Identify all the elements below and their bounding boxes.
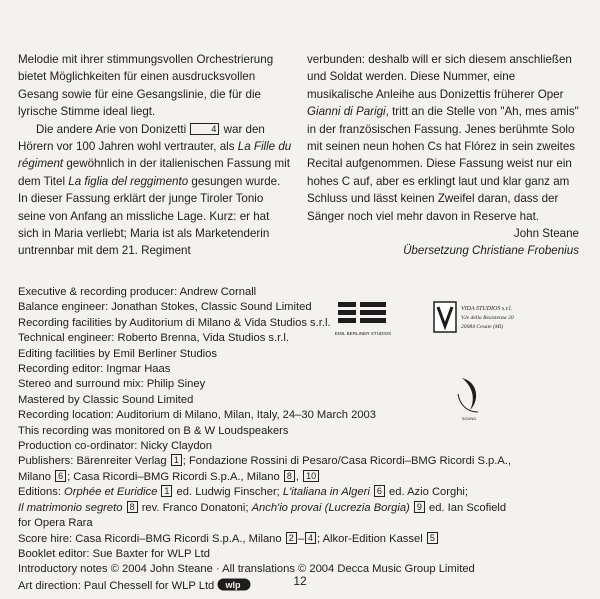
opera-title: Anch'io provai (Lucrezia Borgia) (251, 501, 410, 514)
text: Editions: (18, 486, 65, 499)
vida-line-1: VIDA STUDIOS s.r.l. (461, 306, 513, 312)
paragraph (307, 51, 579, 225)
opera-title: Il matrimonio segreto (18, 501, 123, 514)
track-number-box: 8 (284, 470, 295, 482)
text (157, 486, 160, 498)
track-number-box: 1 (161, 485, 172, 497)
translator-text: Übersetzung Christiane Frobenius (403, 244, 579, 258)
score-hire-line (18, 532, 588, 547)
wlp-logo-text: wlp (225, 579, 241, 590)
credit-line: Editing facilities by Emil Berliner Studios (18, 347, 217, 360)
emil-logo-text: EMIL BERLINER STUDIOS (334, 331, 392, 336)
opera-title: Orphée et Euridice (64, 486, 158, 499)
text: verbunden: deshalb will er sich diesem anschließen und Soldat werden. Diese Nummer, eine musikalische Anleihe aus Donizettis früherer Oper (307, 53, 572, 101)
text: Die andere Arie von Donizetti (36, 122, 190, 136)
text: gesungen wurde. In dieser Fassung erklärt der junge Tiroler Tonio seine von Anfang an missliche Lage. Kurz: er hat sich in Maria verliebt; Maria ist als Marketenderin untrennbar mit dem 21. Regiment (18, 174, 281, 258)
credit-line: Introductory notes © 2004 John Steane · All translations © 2004 Decca Music Group Limited (18, 563, 475, 576)
credit-line: Stereo and surround mix: Philip Siney (18, 378, 206, 391)
page-number: 12 (293, 574, 307, 588)
credit-line: Mastered by Classic Sound Limited (18, 393, 194, 406)
credit-line: Booklet editor: Sue Baxter for WLP Ltd (18, 547, 210, 560)
text: ed. Azio Corghi; (385, 486, 469, 499)
text: Milano (18, 470, 55, 483)
track-number-box: 9 (414, 501, 425, 513)
vida-studios-logo (433, 298, 563, 348)
track-number-box: 4 (190, 123, 219, 135)
credit-line: Recording editor: Ingmar Haas (18, 363, 171, 376)
editions-line (18, 501, 588, 516)
paragraph (18, 121, 292, 260)
credit-line: This recording was monitored on B & W Loudspeakers (18, 424, 289, 437)
credit-line: Recording facilities by Auditorium di Milano & Vida Studios s.r.l. (18, 316, 331, 329)
credit-line: Production co-ordinator: Nicky Claydon (18, 440, 213, 453)
track-number-box: 8 (127, 501, 138, 513)
credit-line: Balance engineer: Jonathan Stokes, Classic Sound Limited (18, 301, 312, 314)
editions-line: for Opera Rara (18, 517, 93, 530)
track-number-box: 6 (374, 485, 385, 497)
translator-credit (307, 242, 579, 259)
track-number-box: 5 (427, 532, 438, 544)
track-number-box: 10 (303, 470, 319, 482)
text: – (297, 532, 304, 545)
track-number-box: 4 (305, 532, 316, 544)
text: Art direction: Paul Chessell for WLP Ltd (18, 579, 215, 592)
text: , tritt an die Stelle von "Ah, mes amis" in der französischen Fassung. Jenes berühmte Solo mit seinen neun hohen Cs hat Flórez in sein zweites Recital aufgenommen. Diese Fassung weist nur ein hohes C auf, aber es erklingt laut und klar ganz am Schluss und lässt keinen Zweifel daran, dass der Sänger noch viel mehr davon in Reserve hat. (307, 105, 579, 223)
text: ; Fondazione Rossini di Pesaro/Casa Ricordi–BMG Ricordi S.p.A., (182, 455, 512, 468)
credit-line: Recording location: Auditorium di Milano, Milan, Italy, 24–30 March 2003 (18, 409, 376, 422)
text: rev. Franco Donatoni; (138, 501, 252, 514)
opera-title: La Fille du régiment (18, 140, 292, 171)
vida-line-2: V.le della Resistenza 20 (461, 315, 514, 321)
paragraph-text: Melodie mit ihrer stimmungsvollen Orchestrierung bietet Möglichkeiten für einen ausdrucksvollen Gesang sowie für eine Gesangslinie, die für die lyrische Stimme ideal liegt. (18, 53, 274, 119)
opera-title: L'italiana in Algeri (282, 486, 370, 499)
opera-title: Gianni di Parigi (307, 105, 386, 119)
text: ; Casa Ricordi–BMG Ricordi S.p.A., Milano (67, 470, 283, 483)
publishers-line (18, 454, 588, 469)
track-number-box: 6 (55, 470, 66, 482)
text: Publishers: Bärenreiter Verlag (18, 455, 170, 468)
opera-title: La figlia del reggimento (68, 174, 189, 188)
editions-line (18, 485, 588, 500)
text: ed. Ian Scofield (425, 501, 507, 514)
text: war den Hörern vor 100 Jahren wohl vertrauter, als (18, 122, 265, 154)
bw-logo-text: SOUND (461, 416, 477, 421)
publishers-line (18, 470, 588, 485)
track-number-box: 2 (286, 532, 297, 544)
credit-line: Executive & recording producer: Andrew Cornall (18, 286, 257, 298)
credit-line: Technical engineer: Roberto Brenna, Vida Studios s.r.l. (18, 332, 289, 345)
text: , (295, 470, 303, 483)
author-signature: John Steane (513, 227, 579, 241)
emil-berliner-logo (330, 300, 396, 340)
left-text-column (18, 51, 292, 260)
text: ed. Ludwig Finscher; (173, 486, 283, 499)
bw-loudspeakers-logo (452, 376, 486, 422)
text: gewöhnlich in der italienischen Fassung mit dem Titel (18, 157, 290, 188)
vida-line-3: 20084 Cesate (MI) (461, 324, 504, 330)
text: Score hire: Casa Ricordi–BMG Ricordi S.p.A., Milano (18, 532, 285, 545)
right-text-column (307, 51, 579, 260)
track-number-box: 1 (171, 454, 182, 466)
text: ; Alkor-Edition Kassel (317, 532, 426, 545)
paragraph (18, 51, 292, 121)
